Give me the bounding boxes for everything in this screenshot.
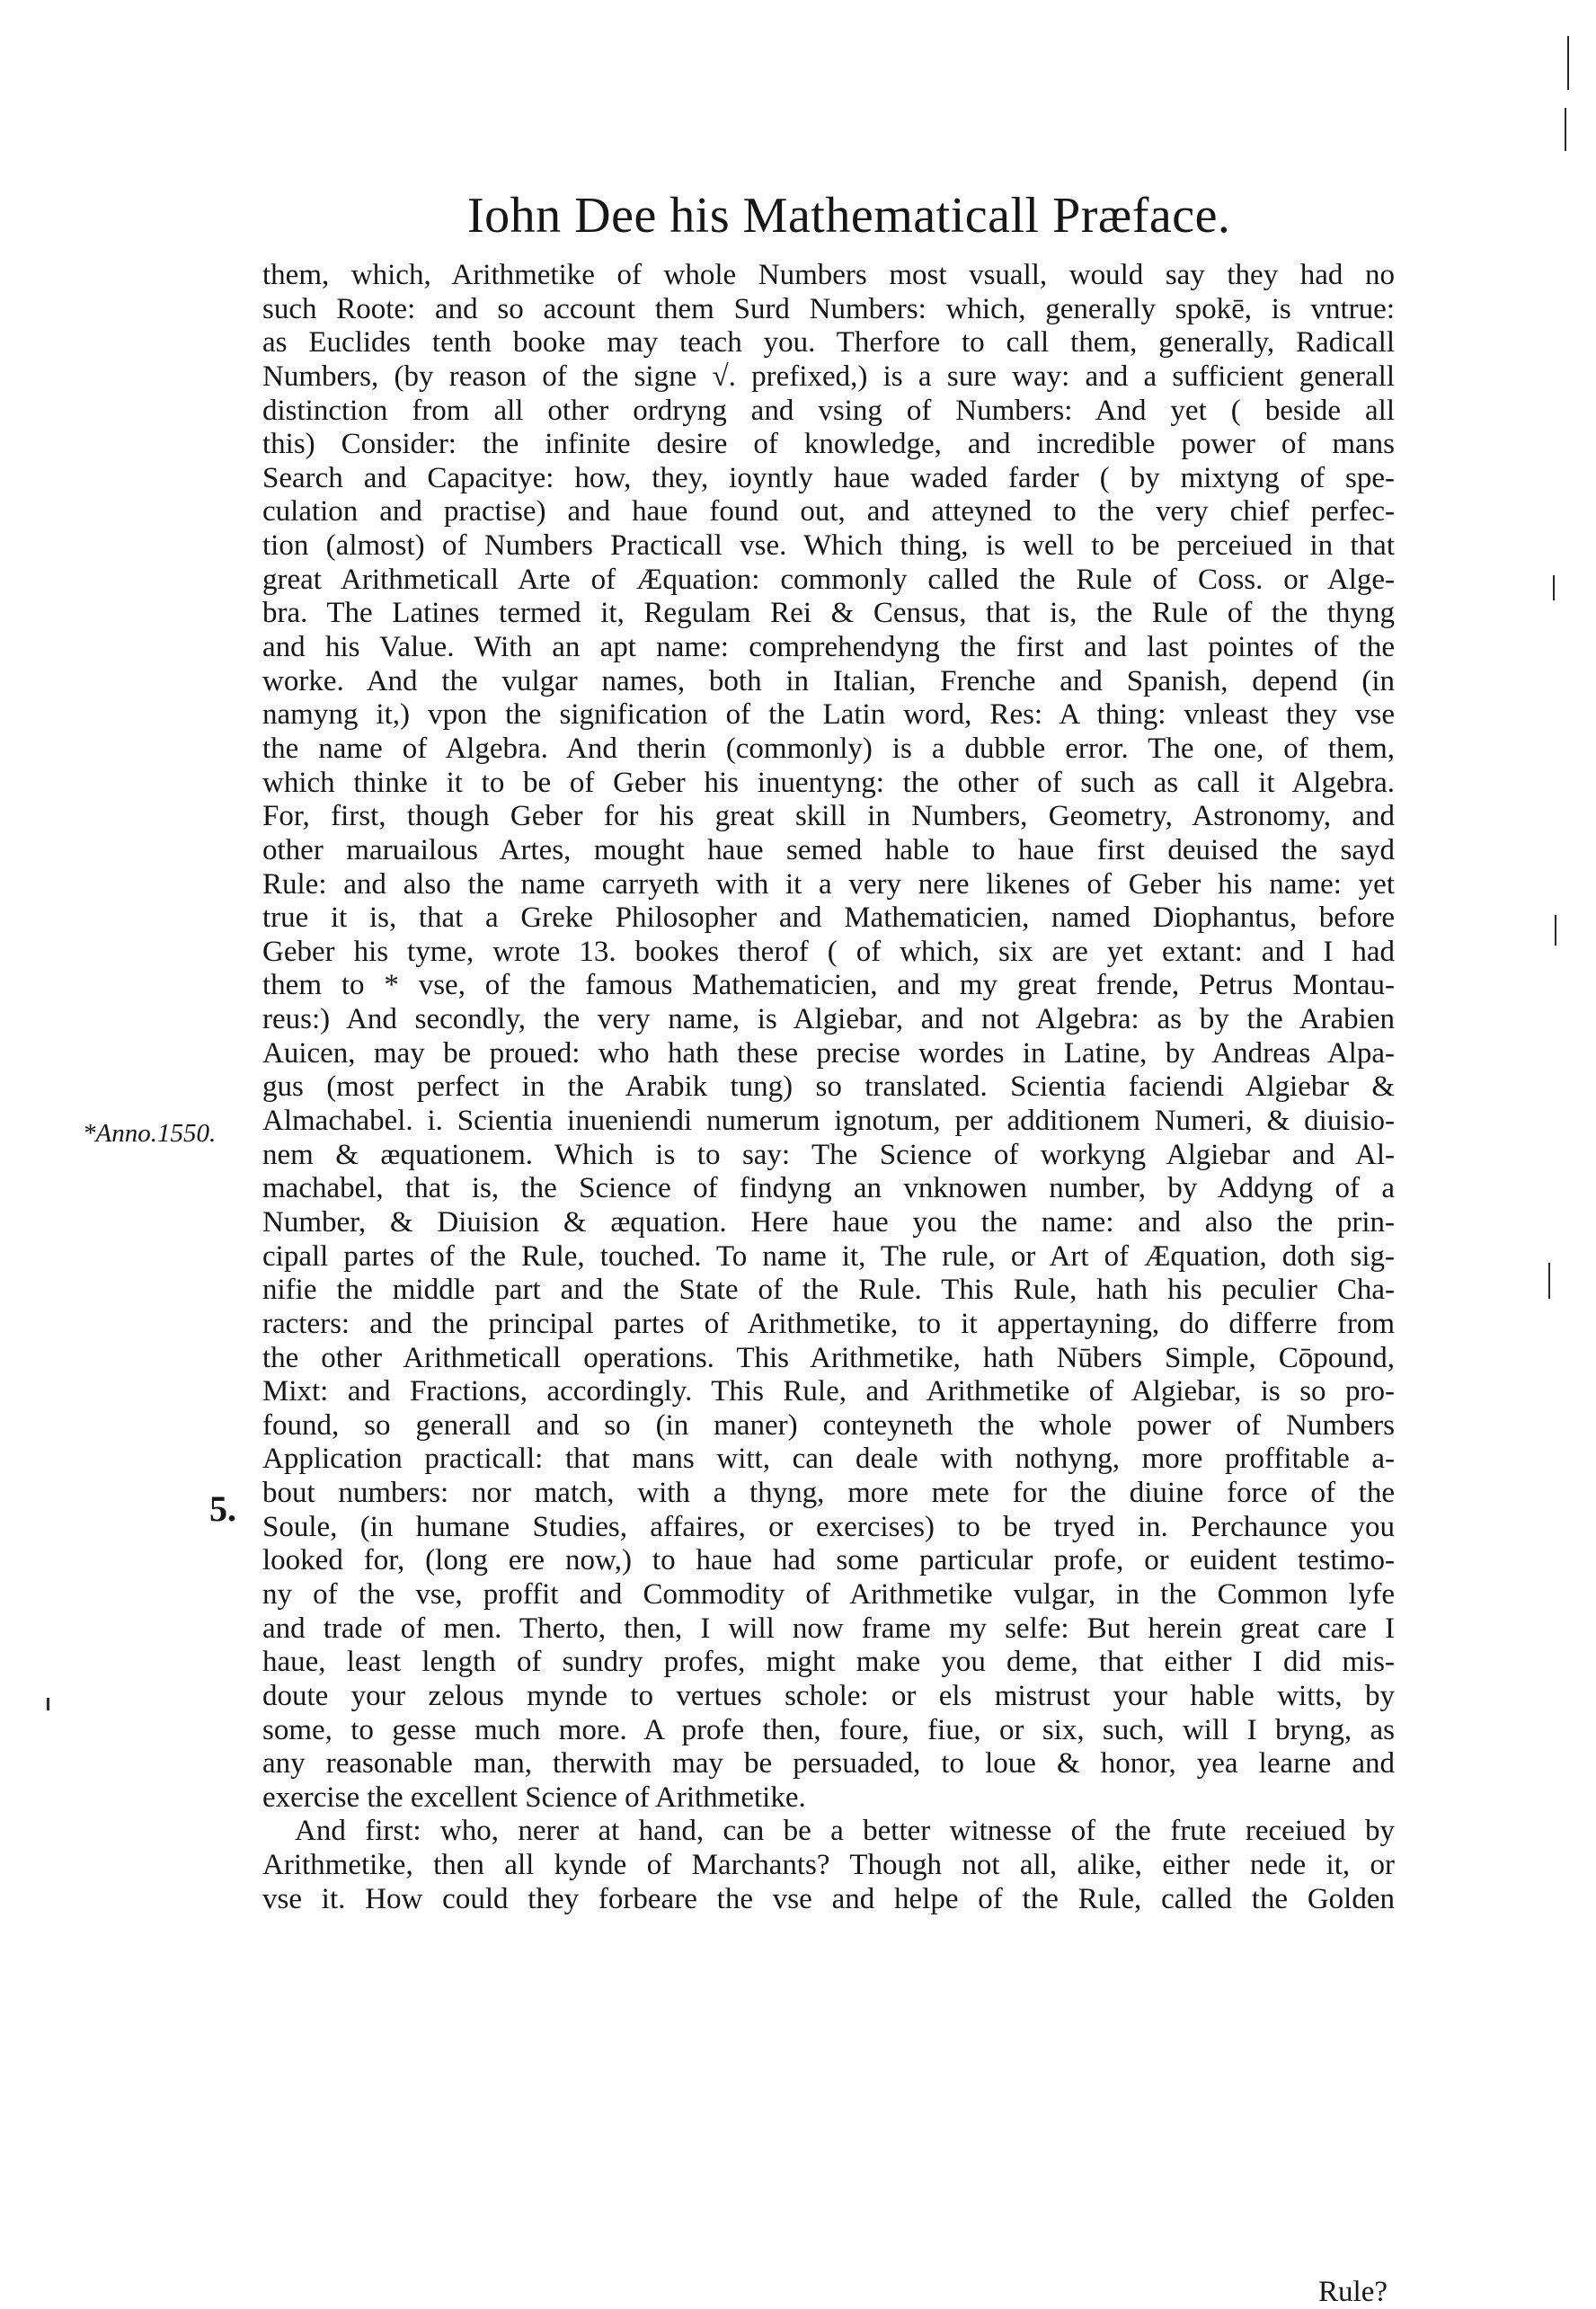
scan-edge-mark <box>1567 36 1569 90</box>
text-line: cipall partes of the Rule, touched. To name it, The rule, or Art of Æquation, doth sig- <box>262 1239 1395 1273</box>
catchword: Rule? <box>1318 2276 1388 2308</box>
margin-note-number: 5. <box>209 1488 236 1529</box>
text-line: and trade of men. Therto, then, I will now frame my selfe: But herein great care I <box>262 1612 1395 1645</box>
text-line: true it is, that a Greke Philosopher and Mathematicien, named Diophantus, before <box>262 901 1395 935</box>
text-line: tion (almost) of Numbers Practicall vse. Which thing, is well to be perceiued in that <box>262 529 1395 563</box>
text-line: nem & æquationem. Which is to say: The Science of workyng Algiebar and Al- <box>262 1138 1395 1171</box>
text-line: such Roote: and so account them Surd Numbers: which, generally spokē, is vntrue: <box>262 292 1395 325</box>
text-line: and his Value. With an apt name: comprehendyng the first and last pointes of the <box>262 631 1395 664</box>
scan-edge-mark <box>1553 575 1555 600</box>
text-line: found, so generall and so (in maner) conteyneth the whole power of Numbers <box>262 1408 1395 1442</box>
text-line: which thinke it to be of Geber his inuentyng: the other of such as call it Algebra. <box>262 766 1395 799</box>
text-line: Auicen, may be proued: who hath these precise wordes in Latine, by Andreas Alpa- <box>262 1036 1395 1070</box>
margin-note-anno: *Anno.1550. <box>83 1119 217 1148</box>
text-line: looked for, (long ere now,) to haue had some particular profe, or euident testimo- <box>262 1544 1395 1577</box>
text-line: Arithmetike, then all kynde of Marchants? Though not all, alike, either nede it, or <box>262 1849 1395 1882</box>
text-line: namyng it,) vpon the signification of the Latin word, Res: A thing: vnleast they vse <box>262 698 1395 732</box>
text-line: the other Arithmeticall operations. This Arithmetike, hath Nūbers Simple, Cōpound, <box>262 1341 1395 1374</box>
text-line: them, which, Arithmetike of whole Numbers most vsuall, would say they had no <box>262 259 1395 291</box>
text-line: Numbers, (by reason of the signe √. prefixed,) is a sure way: and a sufficient generall <box>262 360 1395 393</box>
text-line: Geber his tyme, wrote 13. bookes therof ( of which, six are yet extant: and I had <box>262 935 1395 968</box>
text-line: nifie the middle part and the State of the Rule. This Rule, hath his peculier Cha- <box>262 1274 1395 1307</box>
text-line: distinction from all other ordryng and vsing of Numbers: And yet ( beside all <box>262 394 1395 427</box>
text-line: Rule: and also the name carryeth with it a very nere likenes of Geber his name: yet <box>262 867 1395 901</box>
text-line: Number, & Diuision & æquation. Here haue you the name: and also the prin- <box>262 1205 1395 1239</box>
text-line: Soule, (in humane Studies, affaires, or exercises) to be tryed in. Perchaunce you <box>262 1510 1395 1543</box>
text-line: Search and Capacitye: how, they, ioyntly haue waded farder ( by mixtyng of spe- <box>262 461 1395 494</box>
body-text <box>262 259 1395 1916</box>
scan-edge-mark <box>1548 1263 1550 1299</box>
text-line: any reasonable man, therwith may be persuaded, to loue & honor, yea learne and <box>262 1747 1395 1781</box>
text-line: Mixt: and Fractions, accordingly. This Rule, and Arithmetike of Algiebar, is so pro- <box>262 1375 1395 1408</box>
text-line: some, to gesse much more. A profe then, foure, fiue, or six, such, will I bryng, as <box>262 1713 1395 1746</box>
text-line: haue, least length of sundry profes, might make you deme, that either I did mis- <box>262 1646 1395 1679</box>
text-line: worke. And the vulgar names, both in Italian, Frenche and Spanish, depend (in <box>262 664 1395 697</box>
text-line: great Arithmeticall Arte of Æquation: commonly called the Rule of Coss. or Alge- <box>262 563 1395 596</box>
text-line: as Euclides tenth booke may teach you. Therfore to call them, generally, Radicall <box>262 326 1395 360</box>
text-line: Almachabel. i. Scientia inueniendi numerum ignotum, per additionem Numeri, & diuisio- <box>262 1105 1395 1138</box>
text-line: vse it. How could they forbeare the vse and helpe of the Rule, called the Golden <box>262 1882 1395 1915</box>
text-line: doute your zelous mynde to vertues schole: or els mistrust your hable witts, by <box>262 1679 1395 1712</box>
text-line: bout numbers: nor match, with a thyng, more mete for the diuine force of the <box>262 1477 1395 1510</box>
page-title: Iohn Dee his Mathematicall Præface. <box>467 188 1231 244</box>
text-line: ny of the vse, proffit and Commodity of Arithmetike vulgar, in the Common lyfe <box>262 1577 1395 1611</box>
scan-edge-mark <box>1555 915 1556 946</box>
text-line: machabel, that is, the Science of findyng an vnknowen number, by Addyng of a <box>262 1172 1395 1205</box>
scan-edge-mark <box>1565 108 1566 151</box>
text-line: gus (most perfect in the Arabik tung) so translated. Scientia faciendi Algiebar & <box>262 1070 1395 1104</box>
text-line: culation and practise) and haue found out, and atteyned to the very chief perfec- <box>262 495 1395 528</box>
scan-edge-mark <box>47 1698 49 1710</box>
text-line: other maruailous Artes, mought haue semed hable to haue first deuised the sayd <box>262 833 1395 866</box>
text-line: bra. The Latines termed it, Regulam Rei & Census, that is, the Rule of the thyng <box>262 597 1395 630</box>
text-line: Application practicall: that mans witt, can deale with nothyng, more proffitable a- <box>262 1443 1395 1476</box>
text-line: the name of Algebra. And therin (commonly) is a dubble error. The one, of them, <box>262 732 1395 765</box>
text-line: this) Consider: the infinite desire of knowledge, and incredible power of mans <box>262 428 1395 461</box>
text-line: them to * vse, of the famous Mathematicien, and my great frende, Petrus Montau- <box>262 969 1395 1002</box>
text-line: For, first, though Geber for his great skill in Numbers, Geometry, Astronomy, and <box>262 800 1395 833</box>
text-line: And first: who, nerer at hand, can be a better witnesse of the frute receiued by <box>295 1815 1395 1848</box>
text-line: racters: and the principal partes of Arithmetike, to it appertayning, do differre from <box>262 1307 1395 1340</box>
text-line: exercise the excellent Science of Arithmetike. <box>262 1781 806 1814</box>
text-line: reus:) And secondly, the very name, is Algiebar, and not Algebra: as by the Arabien <box>262 1003 1395 1036</box>
